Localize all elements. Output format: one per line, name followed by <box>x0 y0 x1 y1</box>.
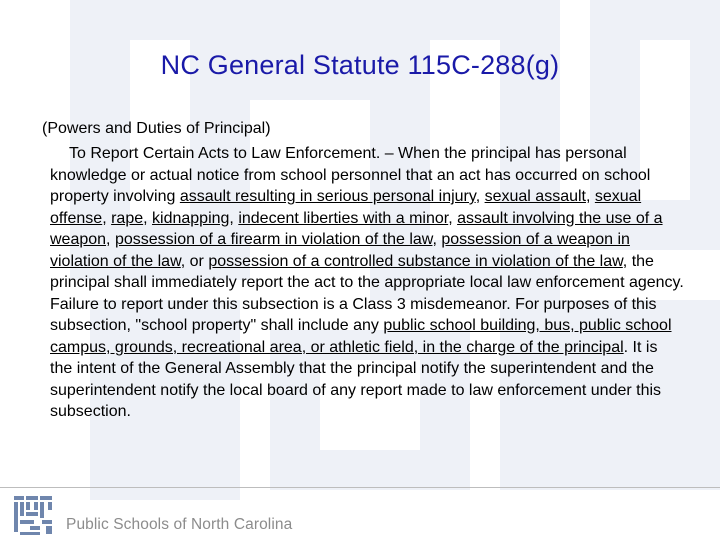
underlined-term: assault involving the use of a weapon <box>50 209 663 248</box>
body-text-segment: , <box>143 209 153 227</box>
underlined-term: sexual offense <box>50 188 642 227</box>
body-text-segment: , <box>229 209 239 227</box>
body-text-segment: , <box>106 231 115 248</box>
body-text-segment: To Report Certain Acts to Law Enforcement. – When the principal has personal knowledge or actual notice from school personnel that an act has occurred on school property involving <box>50 145 651 205</box>
nc-dpi-logo-icon <box>12 494 56 538</box>
body-text-segment: , <box>432 231 442 248</box>
body-text-segment: , <box>585 188 595 205</box>
body-text-segment: , <box>448 209 458 227</box>
body-text-segment: , or <box>180 252 209 270</box>
footer-org-name: Public Schools of North Carolina <box>66 516 293 533</box>
body-text-segment: , <box>102 209 112 227</box>
underlined-term: possession of a controlled substance in violation of the law <box>208 252 623 270</box>
underlined-term: possession of a weapon in violation of the law <box>50 231 630 270</box>
underlined-term: indecent liberties with a minor <box>238 209 449 227</box>
section-subheading: (Powers and Duties of Principal) <box>42 120 271 137</box>
body-text-segment: , <box>475 188 485 205</box>
underlined-term: public school building, bus, public school campus, grounds, recreational area, or athletic field, in the charge of the principal <box>50 317 672 356</box>
underlined-term: assault resulting in serious personal injury <box>179 188 476 205</box>
footer-divider <box>0 487 720 488</box>
body-text-segment: , the principal shall immediately report the act to the appropriate local law enforcement agency. Failure to report under this subsection is a Class 3 misdemeanor. For purposes of this subsection, "school property" shall include any <box>50 252 684 334</box>
underlined-term: rape <box>111 209 144 227</box>
underlined-term: kidnapping <box>152 209 230 227</box>
statute-text <box>50 143 684 423</box>
body-text-segment: . It is the intent of the General Assembly that the principal notify the superintendent and the superintendent notify the local board of any report made to law enforcement under this subsection. <box>50 338 662 420</box>
underlined-term: possession of a firearm in violation of the law <box>114 231 433 248</box>
slide-title: NC General Statute 115C-288(g) <box>160 50 560 80</box>
underlined-term: sexual assault <box>484 188 586 205</box>
